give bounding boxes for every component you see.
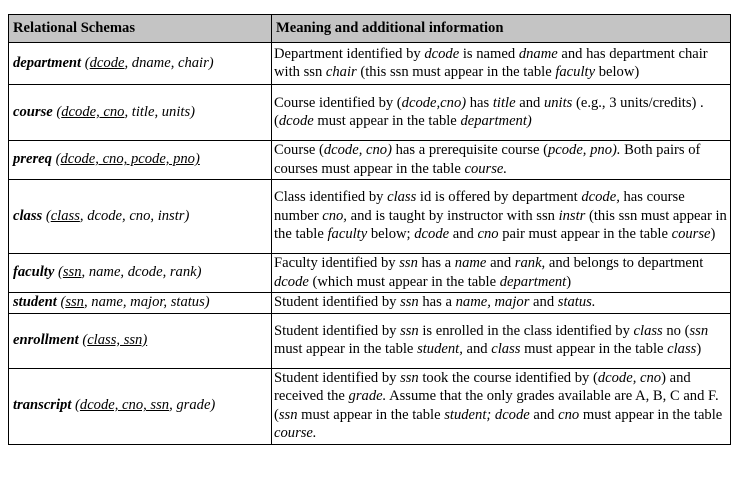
meaning-italic-text: class bbox=[667, 341, 697, 357]
meaning-italic-text: chair bbox=[325, 64, 357, 80]
meaning-text: Student identified by bbox=[274, 369, 401, 386]
meaning-italic-text: ssn bbox=[399, 255, 418, 271]
meaning-italic-text: faculty bbox=[327, 226, 368, 243]
schema-cell bbox=[9, 293, 272, 314]
attribute-text: ( bbox=[81, 54, 90, 71]
schema-row-prereq bbox=[9, 141, 731, 180]
meaning-italic-text: ssn bbox=[689, 322, 709, 339]
relation-name: course bbox=[13, 103, 53, 120]
relation-name: prereq bbox=[13, 151, 52, 168]
meaning-text: Both pairs of courses must appear in the table bbox=[274, 142, 701, 177]
meaning-italic-text: ssn bbox=[400, 294, 419, 310]
schema-row-class bbox=[9, 180, 731, 254]
meaning-text: pair must appear in the table bbox=[498, 226, 672, 243]
meaning-italic-text: cno bbox=[477, 226, 499, 243]
meaning-italic-text: class bbox=[633, 322, 663, 339]
meaning-text: has course number bbox=[274, 189, 685, 224]
relational-schemas-table bbox=[8, 14, 731, 445]
key-attribute: class bbox=[50, 207, 80, 224]
meaning-text: ) bbox=[710, 226, 716, 243]
meaning-cell bbox=[272, 180, 731, 254]
meaning-text: Assume that the only grades available are A, B, C and F. ( bbox=[274, 388, 719, 423]
meaning-text: must appear in the table bbox=[579, 406, 723, 423]
meaning-text: and bbox=[486, 255, 515, 271]
meaning-italic-text: rank, bbox=[514, 255, 546, 271]
meaning-italic-text: cno bbox=[558, 406, 580, 423]
schema-cell bbox=[9, 43, 272, 85]
schema-row-transcript bbox=[9, 368, 731, 444]
meaning-text: Faculty identified by bbox=[274, 255, 400, 271]
meaning-italic-text: department bbox=[499, 273, 567, 290]
key-attribute: dcode, cno, ssn bbox=[79, 397, 170, 414]
schema-row-department bbox=[9, 43, 731, 85]
meaning-text: ) bbox=[566, 273, 572, 290]
meaning-text: and bbox=[529, 406, 559, 423]
meaning-italic-text: cno, bbox=[322, 207, 347, 224]
meaning-text: must appear in the table bbox=[274, 341, 418, 357]
meaning-italic-text: dcode bbox=[278, 113, 314, 129]
meaning-italic-text: units bbox=[543, 94, 573, 111]
meaning-text: must appear in the table bbox=[520, 341, 668, 357]
meaning-italic-text: dcode,cno) bbox=[401, 94, 467, 111]
relation-name: faculty bbox=[13, 264, 55, 281]
meaning-italic-text: dcode, cno) bbox=[323, 142, 392, 158]
attribute-text: ( bbox=[51, 151, 61, 168]
attribute-text: ( bbox=[56, 294, 66, 310]
meaning-text: and is taught by instructor with ssn bbox=[346, 207, 559, 224]
meaning-cell bbox=[272, 254, 731, 293]
attribute-text: ( bbox=[54, 264, 63, 281]
meaning-text: has bbox=[466, 94, 493, 111]
meaning-italic-text: department) bbox=[460, 113, 532, 129]
meaning-text: and bbox=[529, 294, 558, 310]
meaning-text: is named bbox=[459, 45, 519, 62]
key-attribute: dcode, cno, pcode, pno) bbox=[60, 151, 200, 168]
meaning-text: Student identified by bbox=[274, 322, 401, 339]
meaning-cell bbox=[272, 43, 731, 85]
meaning-text: Department identified by bbox=[274, 45, 425, 62]
meaning-text: must appear in the table bbox=[313, 113, 461, 129]
meaning-text: Student identified by bbox=[274, 294, 401, 310]
header-meaning: Meaning and additional information bbox=[272, 15, 731, 43]
meaning-text: (this ssn must appear in the table bbox=[274, 207, 727, 243]
meaning-italic-text: class bbox=[491, 341, 521, 357]
header-relational-schemas: Relational Schemas bbox=[9, 15, 272, 43]
meaning-text: below) bbox=[595, 64, 640, 80]
meaning-italic-text: ssn bbox=[278, 406, 298, 423]
attribute-text: ( bbox=[52, 103, 62, 120]
meaning-italic-text: name bbox=[454, 255, 487, 271]
meaning-italic-text: course. bbox=[274, 425, 317, 441]
meaning-italic-text: student, bbox=[417, 341, 463, 357]
attribute-text: , name, major, status) bbox=[83, 294, 210, 310]
attribute-text: ( bbox=[78, 331, 88, 348]
meaning-italic-text: faculty bbox=[555, 64, 596, 80]
meaning-text: Course identified by ( bbox=[274, 94, 402, 111]
meaning-cell bbox=[272, 141, 731, 180]
meaning-italic-text: dname bbox=[518, 45, 558, 62]
meaning-text: (this ssn must appear in the table bbox=[356, 64, 556, 80]
meaning-text: no ( bbox=[662, 322, 690, 339]
meaning-text: Class identified by bbox=[274, 189, 388, 206]
schema-cell bbox=[9, 180, 272, 254]
header-row bbox=[9, 15, 731, 43]
key-attribute: class, ssn) bbox=[87, 331, 148, 348]
meaning-text: is enrolled in the class identified by bbox=[418, 322, 634, 339]
meaning-text: took the course identified by ( bbox=[418, 369, 598, 386]
attribute-text: , dcode, cno, instr) bbox=[79, 207, 190, 224]
schema-row-student bbox=[9, 293, 731, 314]
meaning-italic-text: grade. bbox=[348, 388, 387, 404]
meaning-italic-text: dcode, bbox=[581, 189, 620, 206]
meaning-italic-text: status. bbox=[557, 294, 596, 310]
meaning-italic-text: dcode bbox=[414, 226, 450, 243]
meaning-italic-text: course bbox=[671, 226, 711, 243]
relation-name: student bbox=[13, 294, 57, 310]
meaning-italic-text: class bbox=[387, 189, 417, 206]
relation-name: transcript bbox=[13, 397, 72, 414]
schema-cell bbox=[9, 368, 272, 444]
meaning-italic-text: ssn bbox=[400, 322, 419, 339]
schema-cell bbox=[9, 254, 272, 293]
schema-row-enrollment bbox=[9, 313, 731, 368]
meaning-italic-text: student; dcode bbox=[444, 406, 530, 423]
relation-name: enrollment bbox=[13, 331, 79, 348]
meaning-text: and bbox=[515, 94, 544, 111]
meaning-italic-text: dcode, cno bbox=[597, 369, 662, 386]
meaning-italic-text: dcode bbox=[274, 273, 309, 290]
attribute-text: , title, units) bbox=[124, 103, 196, 120]
key-attribute: ssn bbox=[65, 294, 84, 310]
relation-name: department bbox=[13, 54, 82, 71]
relation-name: class bbox=[13, 207, 43, 224]
key-attribute: dcode bbox=[89, 54, 125, 71]
schema-cell bbox=[9, 85, 272, 141]
attribute-text: ( bbox=[42, 207, 51, 224]
schema-row-course bbox=[9, 85, 731, 141]
meaning-italic-text: name, major bbox=[455, 294, 530, 310]
schema-cell bbox=[9, 141, 272, 180]
meaning-text: has a prerequisite course ( bbox=[391, 142, 548, 158]
meaning-text: and has department chair with ssn bbox=[274, 45, 708, 80]
meaning-cell bbox=[272, 293, 731, 314]
meaning-cell bbox=[272, 368, 731, 444]
meaning-text: must appear in the table bbox=[297, 406, 445, 423]
meaning-italic-text: dcode bbox=[424, 45, 460, 62]
meaning-text: below; bbox=[367, 226, 415, 243]
schema-row-faculty bbox=[9, 254, 731, 293]
meaning-text: has a bbox=[418, 294, 456, 310]
meaning-text: (e.g., 3 units/credits) . ( bbox=[274, 94, 704, 129]
meaning-text: ) and received the bbox=[274, 369, 691, 404]
meaning-text: ) bbox=[696, 341, 702, 357]
attribute-text: , grade) bbox=[169, 397, 216, 414]
meaning-text: and bbox=[462, 341, 492, 357]
meaning-text: id is offered by department bbox=[416, 189, 582, 206]
attribute-text: ( bbox=[71, 397, 80, 414]
meaning-text: and belongs to department bbox=[545, 255, 704, 271]
meaning-cell bbox=[272, 85, 731, 141]
key-attribute: ssn bbox=[62, 264, 82, 281]
attribute-text: , name, dcode, rank) bbox=[81, 264, 202, 281]
meaning-cell bbox=[272, 313, 731, 368]
meaning-italic-text: title bbox=[492, 94, 516, 111]
attribute-text: , dname, chair) bbox=[124, 54, 214, 71]
key-attribute: dcode, cno bbox=[61, 103, 125, 120]
meaning-text: and bbox=[449, 226, 478, 243]
meaning-text: has a bbox=[417, 255, 455, 271]
meaning-text: Course ( bbox=[274, 142, 324, 158]
meaning-text: (which must appear in the table bbox=[308, 273, 500, 290]
meaning-italic-text: ssn bbox=[400, 369, 419, 386]
meaning-italic-text: pcode, pno). bbox=[547, 142, 621, 158]
schema-cell bbox=[9, 313, 272, 368]
meaning-italic-text: course. bbox=[464, 160, 508, 177]
meaning-italic-text: instr bbox=[558, 207, 586, 224]
